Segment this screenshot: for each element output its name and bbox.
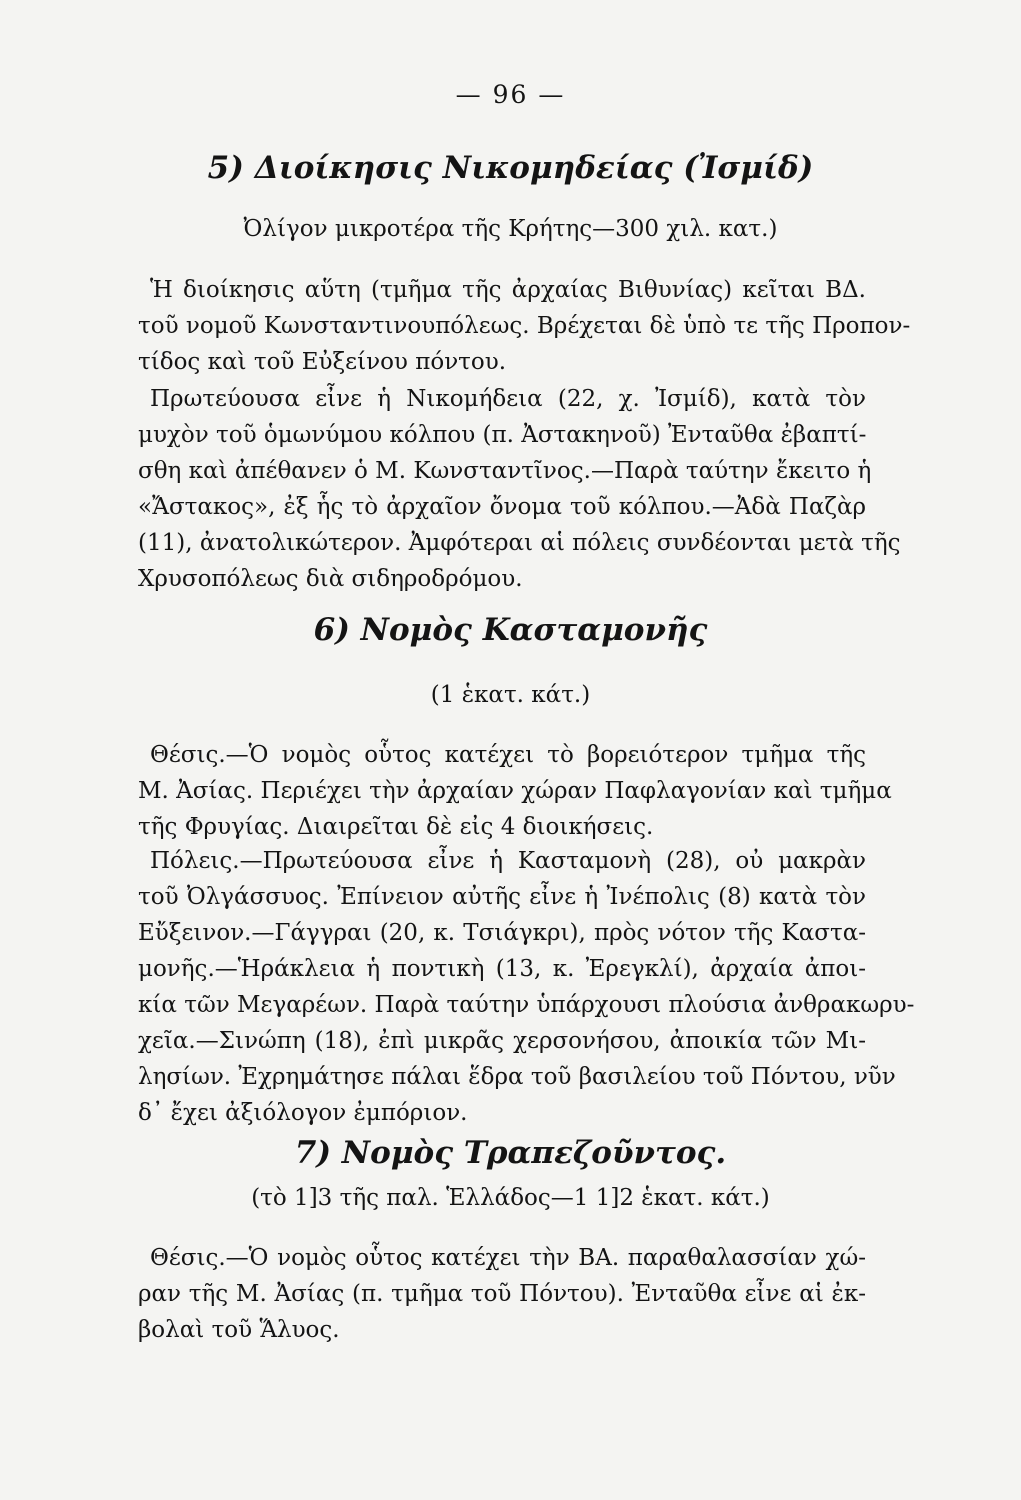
paragraph [138, 737, 892, 845]
page-number: — 96 — [455, 80, 566, 109]
section-subtitle-7: (τὸ 1]3 τῆς παλ. Ἑλλάδος—1 1]2 ἑκατ. κάτ.) [251, 1185, 770, 1211]
text-line: δ᾽ ἔχει ἀξιόλογον ἐμπόριον. [138, 1100, 468, 1126]
text-line: βολαὶ τοῦ Ἅλυος. [138, 1317, 340, 1343]
section-subtitle-6: (1 ἑκατ. κάτ.) [430, 682, 591, 708]
paragraph [138, 843, 915, 1131]
text-line: Πόλεις.—Πρωτεύουσα εἶνε ἡ Κασταμονὴ (28), οὐ μακρὰν [150, 848, 866, 874]
text-line: (11), ἀνατολικώτερον. Ἀμφότεραι αἱ πόλεις συνδέονται μετὰ τῆς [138, 530, 901, 556]
section-heading-7: 7) Νομὸς Τραπεζοῦντος. [294, 1135, 727, 1171]
text-line: λησίων. Ἐχρημάτησε πάλαι ἕδρα τοῦ βασιλείου τοῦ Πόντου, νῦν [138, 1064, 896, 1090]
text-line: Ἡ διοίκησις αὕτη (τμῆμα τῆς ἀρχαίας Βιθυνίας) κεῖται ΒΔ. [150, 277, 866, 303]
text-line: Θέσις.—Ὁ νομὸς οὗτος κατέχει τὴν ΒΑ. παραθαλασσίαν χώ- [150, 1245, 866, 1271]
paragraph [138, 1240, 866, 1348]
text-line: χεῖα.—Σινώπη (18), ἐπὶ μικρᾶς χερσονήσου, ἀποικία τῶν Μι- [138, 1028, 866, 1054]
text-line: Χρυσοπόλεως διὰ σιδηροδρόμου. [138, 566, 523, 592]
section-heading-5: 5) Διοίκησις Νικομηδείας (Ἰσμίδ) [207, 150, 814, 186]
text-line: τοῦ νομοῦ Κωνσταντινουπόλεως. Βρέχεται δὲ ὑπὸ τε τῆς Προπον- [138, 313, 911, 339]
text-line: κία τῶν Μεγαρέων. Παρὰ ταύτην ὑπάρχουσι πλούσια ἀνθρακωρυ- [138, 992, 915, 1018]
paragraph [138, 272, 911, 380]
section-heading-6: 6) Νομὸς Κασταμονῆς [313, 612, 708, 648]
text-line: τῆς Φρυγίας. Διαιρεῖται δὲ εἰς 4 διοικήσεις. [138, 814, 654, 840]
paragraph [138, 381, 901, 597]
text-line: Μ. Ἀσίας. Περιέχει τὴν ἀρχαίαν χώραν Παφλαγονίαν καὶ τμῆμα [138, 778, 892, 804]
section-subtitle-5: Ὀλίγον μικροτέρα τῆς Κρήτης—300 χιλ. κατ.) [243, 216, 778, 242]
text-line: Πρωτεύουσα εἶνε ἡ Νικομήδεια (22, χ. Ἰσμίδ), κατὰ τὸν [150, 386, 866, 412]
text-line: τοῦ Ὀλγάσσυος. Ἐπίνειον αὐτῆς εἶνε ἡ Ἰνέπολις (8) κατὰ τὸν [138, 884, 866, 910]
text-line: μυχὸν τοῦ ὁμωνύμου κόλπου (π. Ἀστακηνοῦ) Ἐνταῦθα ἐβαπτί- [138, 422, 867, 448]
text-line: «Ἄστακος», ἐξ ἧς τὸ ἀρχαῖον ὄνομα τοῦ κόλπου.—Ἀδὰ Παζὰρ [138, 494, 866, 520]
text-line: μονῆς.—Ἡράκλεια ἡ ποντικὴ (13, κ. Ἐρεγκλί), ἀρχαία ἀποι- [138, 956, 866, 982]
text-line: Θέσις.—Ὁ νομὸς οὗτος κατέχει τὸ βορειότερον τμῆμα τῆς [150, 742, 866, 768]
text-line: ραν τῆς Μ. Ἀσίας (π. τμῆμα τοῦ Πόντου). Ἐνταῦθα εἶνε αἱ ἐκ- [138, 1281, 866, 1307]
text-line: σθη καὶ ἀπέθανεν ὁ Μ. Κωνσταντῖνος.—Παρὰ ταύτην ἔκειτο ἡ [138, 458, 872, 484]
text-line: Εὔξεινον.—Γάγγραι (20, κ. Τσιάγκρι), πρὸς νότον τῆς Καστα- [138, 920, 866, 946]
text-line: τίδος καὶ τοῦ Εὐξείνου πόντου. [138, 349, 507, 375]
